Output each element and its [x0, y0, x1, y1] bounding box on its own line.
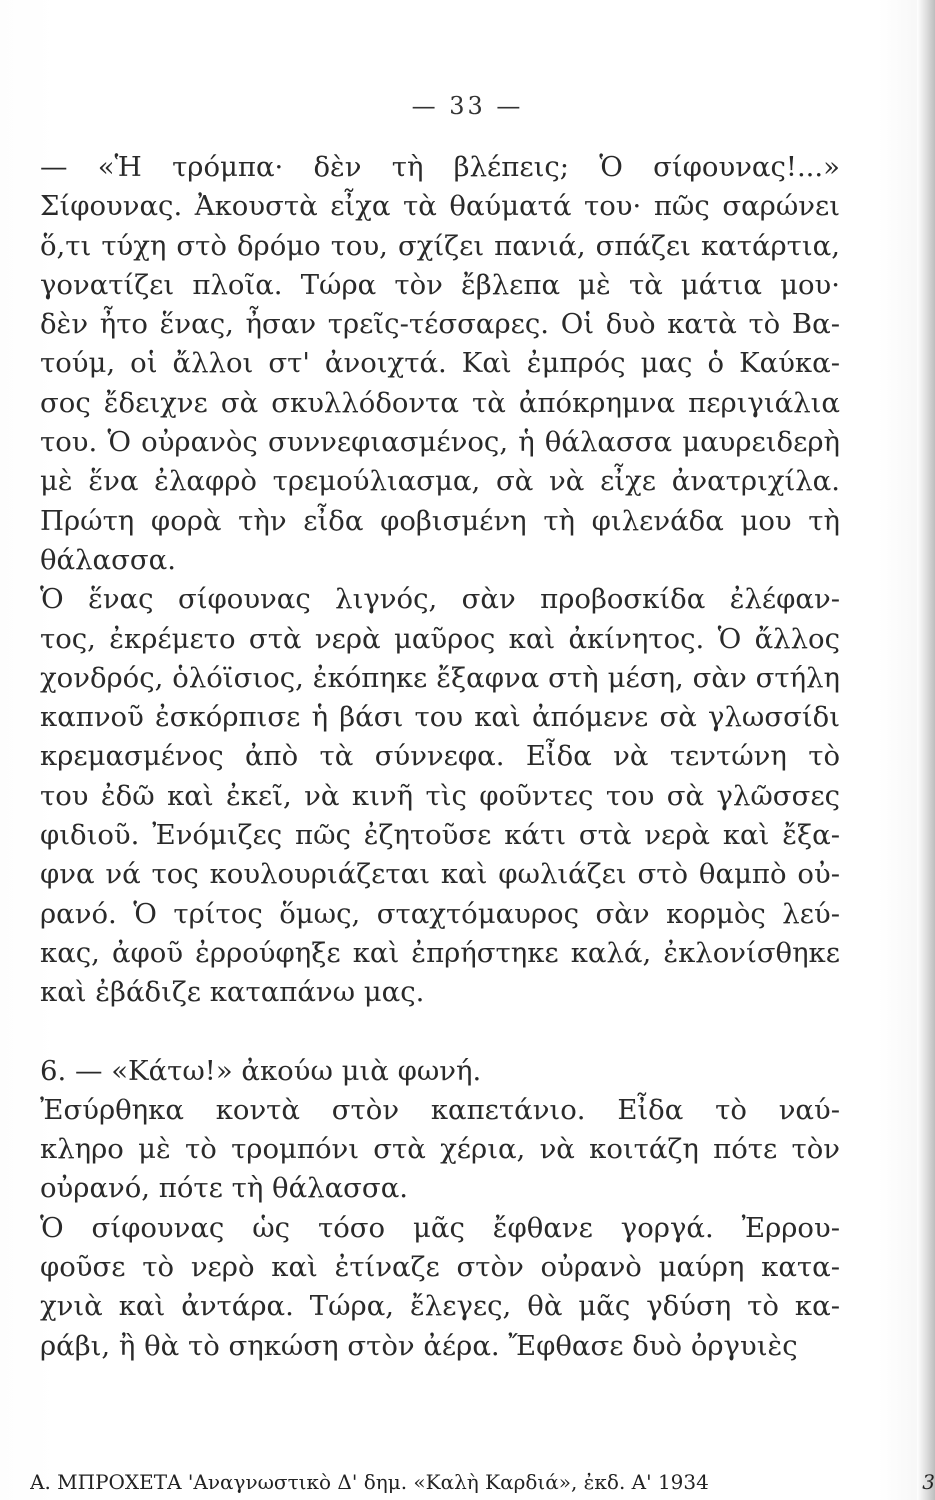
- text-line: κληρο μὲ τὸ τρομπόνι στὰ χέρια, νὰ κοιτάζη πότε τὸν: [40, 1133, 840, 1166]
- page-number: — 33 —: [411, 92, 524, 120]
- body-text: [40, 148, 840, 1366]
- text-line: φοῦσε τὸ νερὸ καὶ ἐτίναζε στὸν οὐρανὸ μαύρη κατα-: [40, 1251, 840, 1284]
- text-line: θάλασσα.: [40, 543, 176, 576]
- paragraph: [40, 1091, 840, 1209]
- text-line: Πρώτη φορὰ τὴν εἶδα φοβισμένη τὴ φιλενάδα μου τὴ: [40, 504, 840, 537]
- text-line: καὶ ἐβάδιζε καταπάνω μας.: [40, 976, 425, 1009]
- paragraph: [40, 1052, 840, 1091]
- text-line: του. Ὁ οὐρανὸς συννεφιασμένος, ἡ θάλασσα μαυρειδερὴ: [40, 426, 840, 459]
- text-line: Ὁ σίφουνας ὡς τόσο μᾶς ἔφθανε γοργά. Ἐρρου-: [40, 1211, 840, 1244]
- text-line: του ἐδῶ καὶ ἐκεῖ, νὰ κινῆ τὶς φοῦντες του σὰ γλῶσσες: [40, 779, 840, 812]
- text-line: τούμ, οἱ ἄλλοι στ' ἀνοιχτά. Καὶ ἐμπρός μας ὁ Καύκα-: [40, 347, 840, 380]
- paragraph: [40, 1209, 840, 1366]
- paragraph: [40, 580, 840, 1012]
- text-line: σος ἔδειχνε σὰ σκυλλόδοντα τὰ ἀπόκρημνα περιγιάλια: [40, 386, 840, 419]
- text-line: — «Ἡ τρόμπα· δὲν τὴ βλέπεις; Ὁ σίφουνας!...»: [40, 151, 840, 183]
- text-line: κας, ἀφοῦ ἐρρούφηξε καὶ ἐπρήστηκε καλά, ἐκλονίσθηκε: [40, 936, 840, 969]
- text-line: ρανό. Ὁ τρίτος ὅμως, σταχτόμαυρος σὰν κορμὸς λεύ-: [40, 897, 840, 930]
- text-line: ράβι, ἢ θὰ τὸ σηκώση στὸν ἀέρα. Ἔφθασε δυὸ ὀργυιὲς: [40, 1329, 798, 1362]
- page-edge-shadow: [917, 0, 935, 1500]
- text-line: τος, ἐκρέμετο στὰ νερὰ μαῦρος καὶ ἀκίνητος. Ὁ ἄλλος: [40, 622, 840, 655]
- text-line: Ὁ ἕνας σίφουνας λιγνός, σὰν προβοσκίδα ἐλέφαν-: [40, 583, 840, 616]
- section-gap: [40, 1013, 840, 1052]
- text-line: κρεμασμένος ἀπὸ τὰ σύννεφα. Εἶδα νὰ τεντώνη τὸ: [40, 740, 840, 773]
- text-line: μὲ ἕνα ἐλαφρὸ τρεμούλιασμα, σὰ νὰ εἶχε ἀνατριχίλα.: [40, 465, 840, 498]
- text-line: φιδιοῦ. Ἐνόμιζες πῶς ἐζητοῦσε κάτι στὰ νερὰ καὶ ἔξα-: [40, 819, 840, 852]
- text-line: δὲν ἦτο ἕνας, ἦσαν τρεῖς-τέσσαρες. Οἱ δυὸ κατὰ τὸ Βα-: [40, 308, 840, 341]
- text-line: οὐρανό, πότε τὴ θάλασσα.: [40, 1172, 409, 1205]
- text-line: χνιὰ καὶ ἀντάρα. Τώρα, ἔλεγες, θὰ μᾶς γδύση τὸ κα-: [40, 1290, 840, 1323]
- text-line: χονδρός, ὁλόϊσιος, ἐκόπηκε ἔξαφνα στὴ μέση, σὰν στήλη: [40, 661, 840, 694]
- text-line: φνα νά τος κουλουριάζεται καὶ φωλιάζει στὸ θαμπὸ οὐ-: [40, 858, 840, 891]
- text-line: καπνοῦ ἐσκόρπισε ἡ βάσι του καὶ ἀπόμενε σὰ γλωσσίδι: [40, 701, 840, 734]
- footer-sheet-number: 3: [922, 1470, 935, 1494]
- text-line: 6. — «Κάτω!» ἀκούω μιὰ φωνή.: [40, 1054, 482, 1087]
- printer-footer: [30, 1470, 935, 1500]
- footer-source: Α. ΜΠΡΟΧΕΤΑ 'Αναγνωστικὸ Δ' δημ. «Καλὴ Καρδιά», ἐκδ. Α' 1934: [30, 1470, 709, 1494]
- text-line: γονατίζει πλοῖα. Τώρα τὸν ἔβλεπα μὲ τὰ μάτια μου·: [40, 268, 840, 301]
- text-line: Σίφουνας. Ἀκουστὰ εἶχα τὰ θαύματά του· πῶς σαρώνει: [40, 190, 840, 223]
- paragraph: [40, 148, 840, 580]
- text-line: Ἐσύρθηκα κοντὰ στὸν καπετάνιο. Εἶδα τὸ ναύ-: [40, 1093, 840, 1126]
- text-line: ὅ,τι τύχη στὸ δρόμο του, σχίζει πανιά, σπάζει κατάρτια,: [40, 229, 840, 262]
